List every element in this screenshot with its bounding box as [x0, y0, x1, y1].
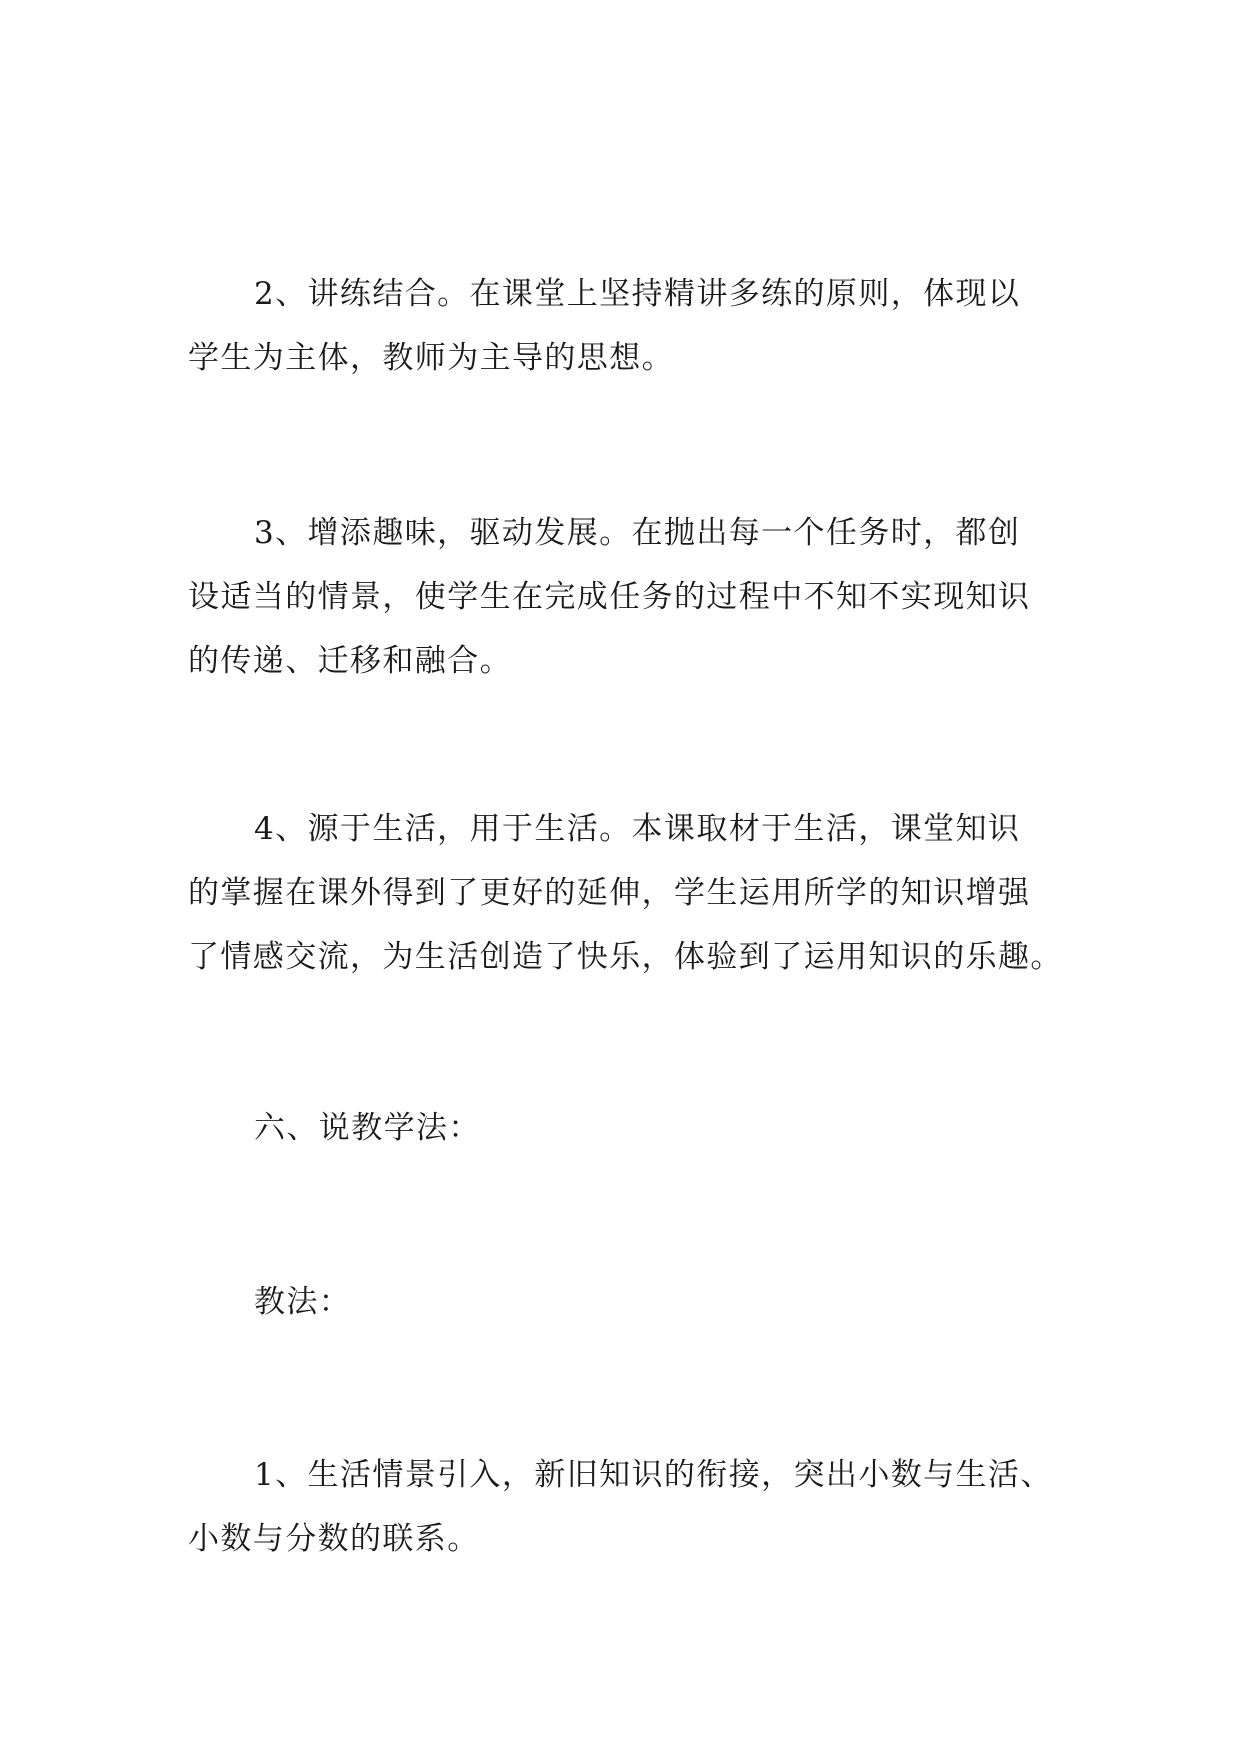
text-line: 2、讲练结合。在课堂上坚持精讲多练的原则，体现以 — [254, 276, 1021, 312]
text-line: 学生为主体，教师为主导的思想。 — [188, 340, 674, 376]
text-line: 教法： — [254, 1284, 352, 1320]
subheading-teaching — [188, 1270, 1068, 1334]
text-line: 1、生活情景引入，新旧知识的衔接，突出小数与生活、 — [254, 1457, 1053, 1493]
paragraph-from-life — [188, 797, 1068, 989]
text-line: 小数与分数的联系。 — [188, 1521, 480, 1557]
text-line: 4、源于生活，用于生活。本课取材于生活，课堂知识 — [254, 811, 1021, 847]
section-heading-teaching-method — [188, 1096, 1068, 1160]
text-line: 了情感交流，为生活创造了快乐，体验到了运用知识的乐趣。 — [188, 939, 1063, 975]
text-line: 3、增添趣味，驱动发展。在抛出每一个任务时，都创 — [254, 515, 1021, 551]
paragraph-life-scenario — [188, 1443, 1068, 1571]
paragraph-lecture-practice — [188, 262, 1068, 390]
text-line: 的传递、迁移和融合。 — [188, 643, 512, 679]
text-line: 六、说教学法： — [254, 1110, 481, 1146]
text-line: 的掌握在课外得到了更好的延伸，学生运用所学的知识增强 — [188, 875, 1031, 911]
paragraph-add-interest — [188, 501, 1068, 693]
text-line: 设适当的情景，使学生在完成任务的过程中不知不实现知识 — [188, 579, 1031, 615]
